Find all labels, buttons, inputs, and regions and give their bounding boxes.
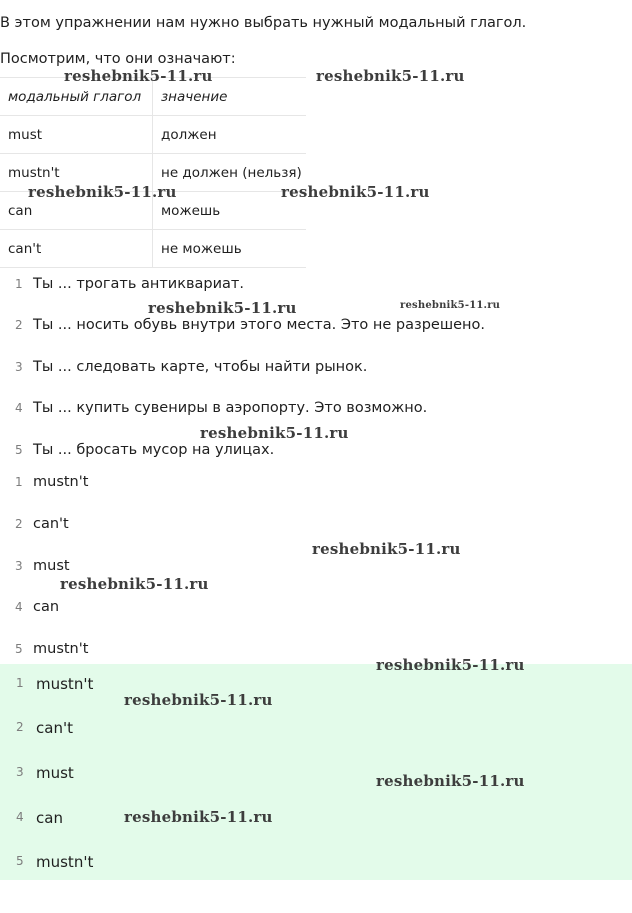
- intro-text: В этом упражнении нам нужно выбрать нужный модальный глагол.: [0, 15, 527, 31]
- modal-verb-table: [0, 77, 306, 268]
- answer-text: mustn't: [36, 675, 94, 693]
- list-item: [0, 276, 632, 296]
- table-cell-verb: can't: [0, 230, 153, 268]
- answer-text: can't: [36, 719, 73, 737]
- item-number: 5: [15, 642, 23, 656]
- list-item: [0, 400, 632, 420]
- table-cell-verb: mustn't: [0, 154, 153, 192]
- answer-text: mustn't: [36, 853, 94, 871]
- watermark: reshebnik5-11.ru: [124, 691, 273, 709]
- item-number: 2: [16, 720, 24, 734]
- item-number: 3: [15, 559, 23, 573]
- list-item: [0, 641, 632, 661]
- answer-text: mustn't: [33, 641, 89, 657]
- sentence-text: Ты ... носить обувь внутри этого места. Это не разрешено.: [33, 317, 485, 333]
- sentence-text: Ты ... бросать мусор на улицах.: [33, 442, 275, 458]
- item-number: 2: [15, 318, 23, 332]
- watermark: reshebnik5-11.ru: [28, 183, 177, 201]
- watermark: reshebnik5-11.ru: [316, 67, 465, 85]
- table-header-meaning: значение: [153, 78, 307, 116]
- list-item: [0, 675, 632, 695]
- item-number: 1: [15, 475, 23, 489]
- answer-text: can't: [33, 516, 69, 532]
- item-number: 3: [16, 765, 24, 779]
- table-cell-meaning: должен: [153, 116, 307, 154]
- list-item: [0, 359, 632, 379]
- watermark: reshebnik5-11.ru: [281, 183, 430, 201]
- sentence-text: Ты ... купить сувениры в аэропорту. Это возможно.: [33, 400, 428, 416]
- watermark: reshebnik5-11.ru: [376, 656, 525, 674]
- table-cell-meaning: можешь: [153, 192, 307, 230]
- table-row: [0, 230, 306, 268]
- table-row: [0, 116, 306, 154]
- item-number: 2: [15, 517, 23, 531]
- watermark: reshebnik5-11.ru: [376, 772, 525, 790]
- watermark: reshebnik5-11.ru: [148, 299, 297, 317]
- intro-subtitle: Посмотрим, что они означают:: [0, 51, 236, 67]
- watermark: reshebnik5-11.ru: [200, 424, 349, 442]
- watermark: reshebnik5-11.ru: [312, 540, 461, 558]
- list-item: [0, 317, 632, 337]
- watermark: reshebnik5-11.ru: [60, 575, 209, 593]
- list-item: [0, 809, 632, 829]
- watermark: reshebnik5-11.ru: [64, 67, 213, 85]
- table-cell-meaning: не должен (нельзя): [153, 154, 307, 192]
- list-item: [0, 719, 632, 739]
- item-number: 4: [15, 401, 23, 415]
- list-item: [0, 516, 632, 536]
- item-number: 1: [16, 676, 24, 690]
- answer-text: mustn't: [33, 474, 89, 490]
- item-number: 5: [15, 443, 23, 457]
- answer-highlight-block: [0, 664, 632, 880]
- table-cell-meaning: не можешь: [153, 230, 307, 268]
- item-number: 4: [15, 600, 23, 614]
- table-header-verb: модальный глагол: [0, 78, 153, 116]
- answer-text: can: [36, 809, 63, 827]
- list-item: [0, 599, 632, 619]
- watermark: reshebnik5-11.ru: [124, 808, 273, 826]
- item-number: 5: [16, 854, 24, 868]
- sentence-text: Ты ... трогать антиквариат.: [33, 276, 244, 292]
- answer-text: must: [33, 558, 70, 574]
- item-number: 4: [16, 810, 24, 824]
- table-cell-verb: can: [0, 192, 153, 230]
- watermark: reshebnik5-11.ru: [400, 300, 501, 311]
- item-number: 3: [15, 360, 23, 374]
- answer-text: must: [36, 764, 74, 782]
- table-cell-verb: must: [0, 116, 153, 154]
- list-item: [0, 442, 632, 462]
- list-item: [0, 474, 632, 494]
- list-item: [0, 853, 632, 873]
- answer-text: can: [33, 599, 60, 615]
- list-item: [0, 764, 632, 784]
- sentence-text: Ты ... следовать карте, чтобы найти рынок.: [33, 359, 368, 375]
- item-number: 1: [15, 277, 23, 291]
